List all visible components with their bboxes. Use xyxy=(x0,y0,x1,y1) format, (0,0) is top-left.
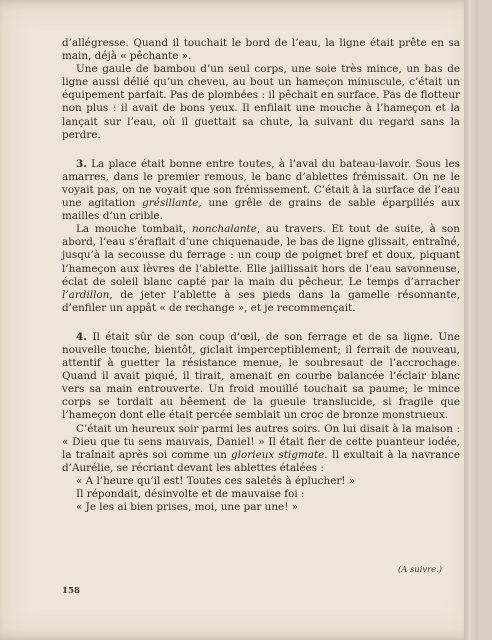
paragraph: d’allégresse. Quand il touchait le bord de l’eau, la ligne était prête en sa main, déjà « pêchante ». xyxy=(62,37,460,63)
text-run: . Il exultait à la navrance d’Aurélie, se récriant devant les ablettes étalées : xyxy=(62,448,461,474)
narration-line: Il répondait, désinvolte et de mauvaise foi : xyxy=(76,488,305,500)
paragraph xyxy=(62,223,460,315)
italic-word: l’ardillon xyxy=(62,288,110,301)
page-edge xyxy=(464,0,478,640)
section-4-paragraph xyxy=(62,331,460,423)
page-number: 158 xyxy=(62,586,80,596)
italic-phrase: glorieux stigmate xyxy=(231,448,325,461)
italic-word: nonchalante xyxy=(191,223,257,236)
text-run: La mouche tombait, xyxy=(76,223,192,236)
dialogue-line: « A l’heure qu’il est! Toutes ces saletés à éplucher! » xyxy=(76,474,356,487)
paragraph: Une gaule de bambou d’un seul corps, une soie très mince, un bas de ligne aussi délié qu’un cheveu, au bout un hameçon minuscule, c’était un équipement parfait. Pas de plombées : il pêchait en surface. Pas de flotteur non plus : il avait de bons yeux. Il enfilait une mouche à l’hameçon et la lançait sur l’eau, où il guettait sa chute, la suivant du regard sans la perdre. xyxy=(62,63,460,141)
text-run: , une grêle de grains de sable éparpillés aux mailles d’un crible. xyxy=(62,197,460,223)
paragraph xyxy=(62,423,460,475)
section-3-paragraph xyxy=(62,158,460,223)
text-run: , de jeter l’ablette à ses pieds dans la gamelle résonnante, d’enfiler un appât « de rechange », et je recommençait. xyxy=(62,288,460,314)
section-number: 4. xyxy=(76,330,87,343)
to-be-continued: (A suivre.) xyxy=(398,564,442,574)
text-run: C’était un heureux soir parmi les autres soirs. On lui disait à la maison : « Dieu que tu sens mauvais, Daniel! » Il était fier de cette puanteur iodée, la traînait après soi comme un xyxy=(62,422,460,461)
text-run: , au travers. Et tout de suite, à son abord, l’eau s’éraflait d’une chiquenaude, le bas de ligne glissait, entraîné, jusqu’à la secousse du ferrage : un coup de poignet bref et doux, piquant l’hameçon aux lèvres de l’ablette. Elle jaillissait hors de l’eau savonneuse, éclat de soleil blanc capté par la main du pêcheur. Le temps d’arracher xyxy=(62,223,460,288)
text-run: La place était bonne entre toutes, à l’aval du bateau-lavoir. Sous les amarres, dans le premier remous, le banc d’ablettes frémissait. On ne le voyait pas, on ne voyait que son frémissement. C’était à la surface de l’eau une agitation xyxy=(62,157,460,210)
dialogue-line: « Je les ai bien prises, moi, une par une! » xyxy=(76,501,299,514)
italic-word: grésillante xyxy=(142,197,199,210)
text-run: Il était sûr de son coup d’œil, de son ferrage et de sa ligne. Une nouvelle touche, bientôt, giclait imperceptiblement; il ferrait de nouveau, attentif à guetter la résistance menue, le soubresaut de l’accrochage. Quand il avait piqué, il tirait, amenait en courbe balancée l’éclair blanc vers sa main entrouverte. Un froid mouillé touchait sa paume; le mince corps se tordait au bêement de la gueule translucide, si fragile que l’hameçon dont elle était percée semblait un croc de bronze monstrueux. xyxy=(62,330,460,422)
text-column xyxy=(62,37,460,514)
section-number: 3. xyxy=(76,157,87,170)
